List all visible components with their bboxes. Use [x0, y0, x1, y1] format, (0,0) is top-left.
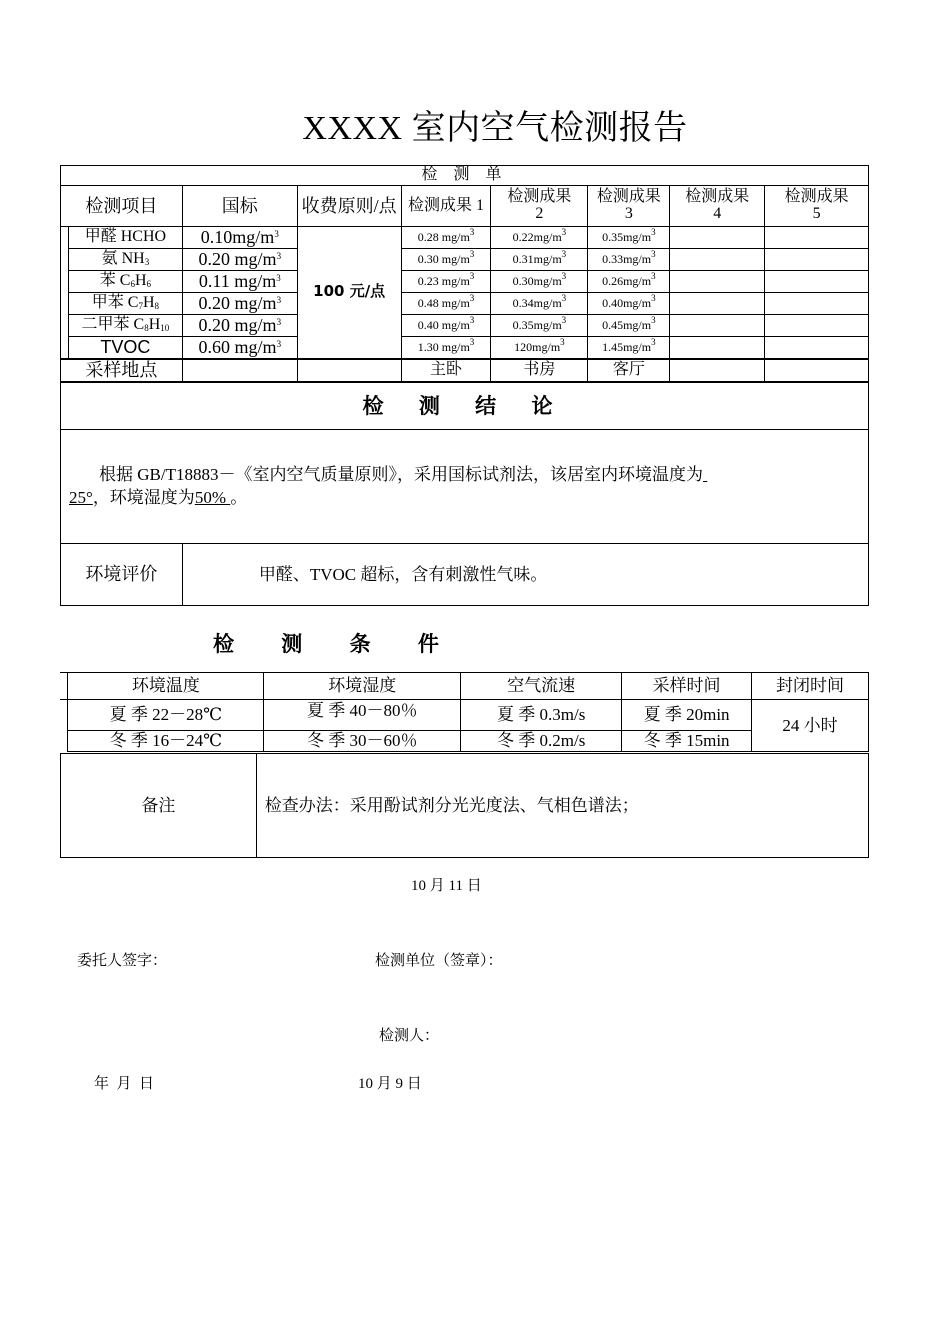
standard-hcho: $0.10mg/m^3$ [182, 227, 297, 249]
sampling-empty-3 [670, 359, 765, 382]
cond-header-sampling-time: 采样时间 [622, 673, 752, 700]
conditions-table [60, 672, 869, 752]
date-issued: 10 月 11 日 [411, 878, 482, 894]
evaluation-text: 甲醛、TVOC 超标，含有刺激性气味。 [182, 544, 868, 606]
year-month-day: 年 月 日 [94, 1076, 155, 1092]
result2-nh3: $0.31mg/m^3$ [491, 249, 588, 271]
result4-nh3 [670, 249, 765, 271]
winter-temperature: 冬 季 16－24℃ [68, 731, 264, 752]
table-caption: 检 测 单 [61, 166, 869, 186]
header-result-5: 检测成果 5 [765, 186, 869, 227]
result1-benzene: 0.23 $mg/m^3$ [401, 271, 491, 293]
result3-nh3: $0.33mg/m^3$ [588, 249, 670, 271]
remark-label: 备注 [61, 754, 257, 858]
summer-humidity: 夏 季 40－80％ [264, 700, 461, 731]
summer-airflow: 夏 季 0.3m/s [461, 700, 622, 731]
header-result-2: 检测成果 2 [491, 186, 588, 227]
result3-toluene: $0.40mg/m^3$ [588, 293, 670, 315]
item-xylene: 二甲苯 $C_8H_{10}$ [68, 315, 182, 337]
result1-toluene: 0.48 $mg/m^3$ [401, 293, 491, 315]
result4-hcho [670, 227, 765, 249]
sampling-study: 书房 [491, 359, 588, 382]
result4-xylene [670, 315, 765, 337]
standard-xylene: 0.20 $mg/m^3$ [182, 315, 297, 337]
sampling-bedroom: 主卧 [401, 359, 491, 382]
result5-benzene [765, 271, 869, 293]
cond-header-humidity: 环境湿度 [264, 673, 461, 700]
conditions-title: 检 测 条 件 [213, 632, 459, 656]
header-item: 检测项目 [61, 186, 183, 227]
report-title: XXXX 室内空气检测报告 [302, 110, 688, 147]
sampling-empty-1 [182, 359, 297, 382]
cond-header-closed-time: 封闭时间 [752, 673, 869, 700]
result1-xylene: 0.40 $mg/m^3$ [401, 315, 491, 337]
standard-toluene: 0.20 $mg/m^3$ [182, 293, 297, 315]
result4-benzene [670, 271, 765, 293]
result5-hcho [765, 227, 869, 249]
header-standard: 国标 [182, 186, 297, 227]
winter-humidity: 冬 季 30－60％ [264, 731, 461, 752]
result2-xylene: $0.35mg/m^3$ [491, 315, 588, 337]
result3-tvoc: $1.45mg/m^3$ [588, 337, 670, 359]
client-signature-label: 委托人签字： [77, 953, 168, 969]
result1-tvoc: 1.30 $mg/m^3$ [401, 337, 491, 359]
sampling-label: 采样地点 [61, 359, 183, 382]
standard-nh3: 0.20 $mg/m^3$ [182, 249, 297, 271]
result2-toluene: $0.34mg/m^3$ [491, 293, 588, 315]
result5-nh3 [765, 249, 869, 271]
result1-nh3: 0.30 $mg/m^3$ [401, 249, 491, 271]
result2-benzene: $0.30mg/m^3$ [491, 271, 588, 293]
unit-seal-label: 检测单位（签章）： [375, 953, 503, 969]
summer-sampling-time: 夏 季 20min [622, 700, 752, 731]
sampling-empty-2 [297, 359, 401, 382]
header-result-3: 检测成果 3 [588, 186, 670, 227]
date-signed: 10 月 9 日 [358, 1076, 422, 1092]
result5-toluene [765, 293, 869, 315]
detection-table [60, 165, 869, 606]
winter-airflow: 冬 季 0.2m/s [461, 731, 622, 752]
sampling-living-room: 客厅 [588, 359, 670, 382]
item-toluene: 甲苯 $C_7H_8$ [68, 293, 182, 315]
result2-tvoc: $120mg/m^3$ [491, 337, 588, 359]
closed-time: 24 小时 [752, 700, 869, 752]
result4-tvoc [670, 337, 765, 359]
fee-value: 100 元/点 [297, 227, 401, 359]
cond-header-airflow: 空气流速 [461, 673, 622, 700]
summer-temperature: 夏 季 22－28℃ [68, 700, 264, 731]
item-hcho: 甲醛 HCHO [68, 227, 182, 249]
conclusion-temperature: 25° [69, 487, 93, 507]
result3-hcho: $0.35mg/m^3$ [588, 227, 670, 249]
conclusion-title: 检 测 结 论 [61, 382, 869, 430]
item-tvoc: TVOC [68, 337, 182, 359]
header-fee: 收费原则/点 [297, 186, 401, 227]
result3-benzene: $0.26mg/m^3$ [588, 271, 670, 293]
result5-xylene [765, 315, 869, 337]
result5-tvoc [765, 337, 869, 359]
item-nh3: 氨 $NH_3$ [68, 249, 182, 271]
header-result-1: 检测成果 1 [401, 186, 491, 227]
result1-hcho: 0.28 $mg/m^3$ [401, 227, 491, 249]
winter-sampling-time: 冬 季 15min [622, 731, 752, 752]
item-benzene: 苯 $C_6H_6$ [68, 271, 182, 293]
remark-text: 检查办法：采用酚试剂分光光度法、气相色谱法； [256, 754, 868, 858]
standard-benzene: 0.11 $mg/m^3$ [182, 271, 297, 293]
inspector-label: 检测人： [379, 1028, 440, 1044]
conclusion-humidity: 50% [194, 487, 226, 507]
result2-hcho: $0.22mg/m^3$ [491, 227, 588, 249]
result3-xylene: $0.45mg/m^3$ [588, 315, 670, 337]
cond-header-temperature: 环境温度 [68, 673, 264, 700]
result4-toluene [670, 293, 765, 315]
sampling-empty-4 [765, 359, 869, 382]
evaluation-label: 环境评价 [61, 544, 183, 606]
conclusion-body: 根据 GB/T18883－《室内空气质量原则》，采用国标试剂法，该居室内环境温度为 25°，环境湿度为50% 。 [61, 430, 869, 544]
header-result-4: 检测成果 4 [670, 186, 765, 227]
remarks-table [60, 753, 869, 858]
standard-tvoc: 0.60 $mg/m^3$ [182, 337, 297, 359]
